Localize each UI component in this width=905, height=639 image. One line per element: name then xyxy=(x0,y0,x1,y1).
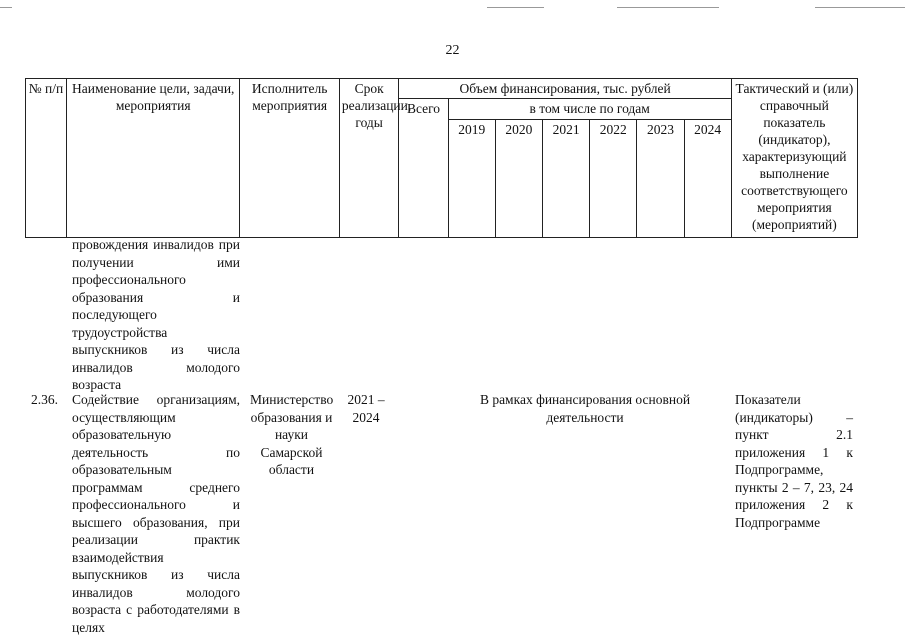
top-rule-center xyxy=(487,7,544,8)
header-term: Срок реализации, годы xyxy=(339,79,399,238)
header-executor: Исполнитель мероприятия xyxy=(240,79,340,238)
row-funding: В рамках финансирования основной деятельности xyxy=(479,392,691,425)
header-year: 2022 xyxy=(590,120,637,238)
row-indicator: Показатели (индикаторы) – пункт 2.1 приложения 1 к Подпрограмме, пункты 2 – 7, 23, 24 приложения 2 к Подпрограмме xyxy=(735,392,853,530)
row-name: Содействие организациям, осуществляющим образовательную деятельность по образовательным программам среднего профессионального и высшего образования, при реализации практик взаимодействия выпускников из числа инвалидов молодого возраста с работодателями в целях xyxy=(72,392,240,635)
row-executor: Министерство образования и науки Самарской области xyxy=(250,392,334,477)
header-total: Всего xyxy=(399,99,448,238)
header-by-years: в том числе по годам xyxy=(448,99,731,120)
header-year: 2024 xyxy=(684,120,731,238)
header-funding: Объем финансирования, тыс. рублей xyxy=(399,79,731,99)
header-year: 2023 xyxy=(637,120,684,238)
header-indicator: Тактический и (или) справочный показатель (индикатор), характеризующий выполнение соответствующего мероприятия (мероприятий) xyxy=(731,79,857,238)
table-header xyxy=(25,78,858,238)
top-rule-left xyxy=(0,7,12,8)
page-number: 22 xyxy=(445,43,460,58)
header-year: 2020 xyxy=(495,120,542,238)
header-year: 2021 xyxy=(543,120,590,238)
header-name: Наименование цели, задачи, мероприятия xyxy=(67,79,240,238)
top-rule-right xyxy=(815,7,905,8)
row-number: 2.36. xyxy=(31,392,58,407)
header-number: № п/п xyxy=(26,79,67,238)
continuation-text: провождения инвалидов при получении ими профессионального образования и последующего трудоустройства выпускников из числа инвалидов молодого возраста xyxy=(72,237,240,392)
top-rule-center-right xyxy=(617,7,719,8)
row-term: 2021 – 2024 xyxy=(347,392,385,425)
header-year: 2019 xyxy=(448,120,495,238)
